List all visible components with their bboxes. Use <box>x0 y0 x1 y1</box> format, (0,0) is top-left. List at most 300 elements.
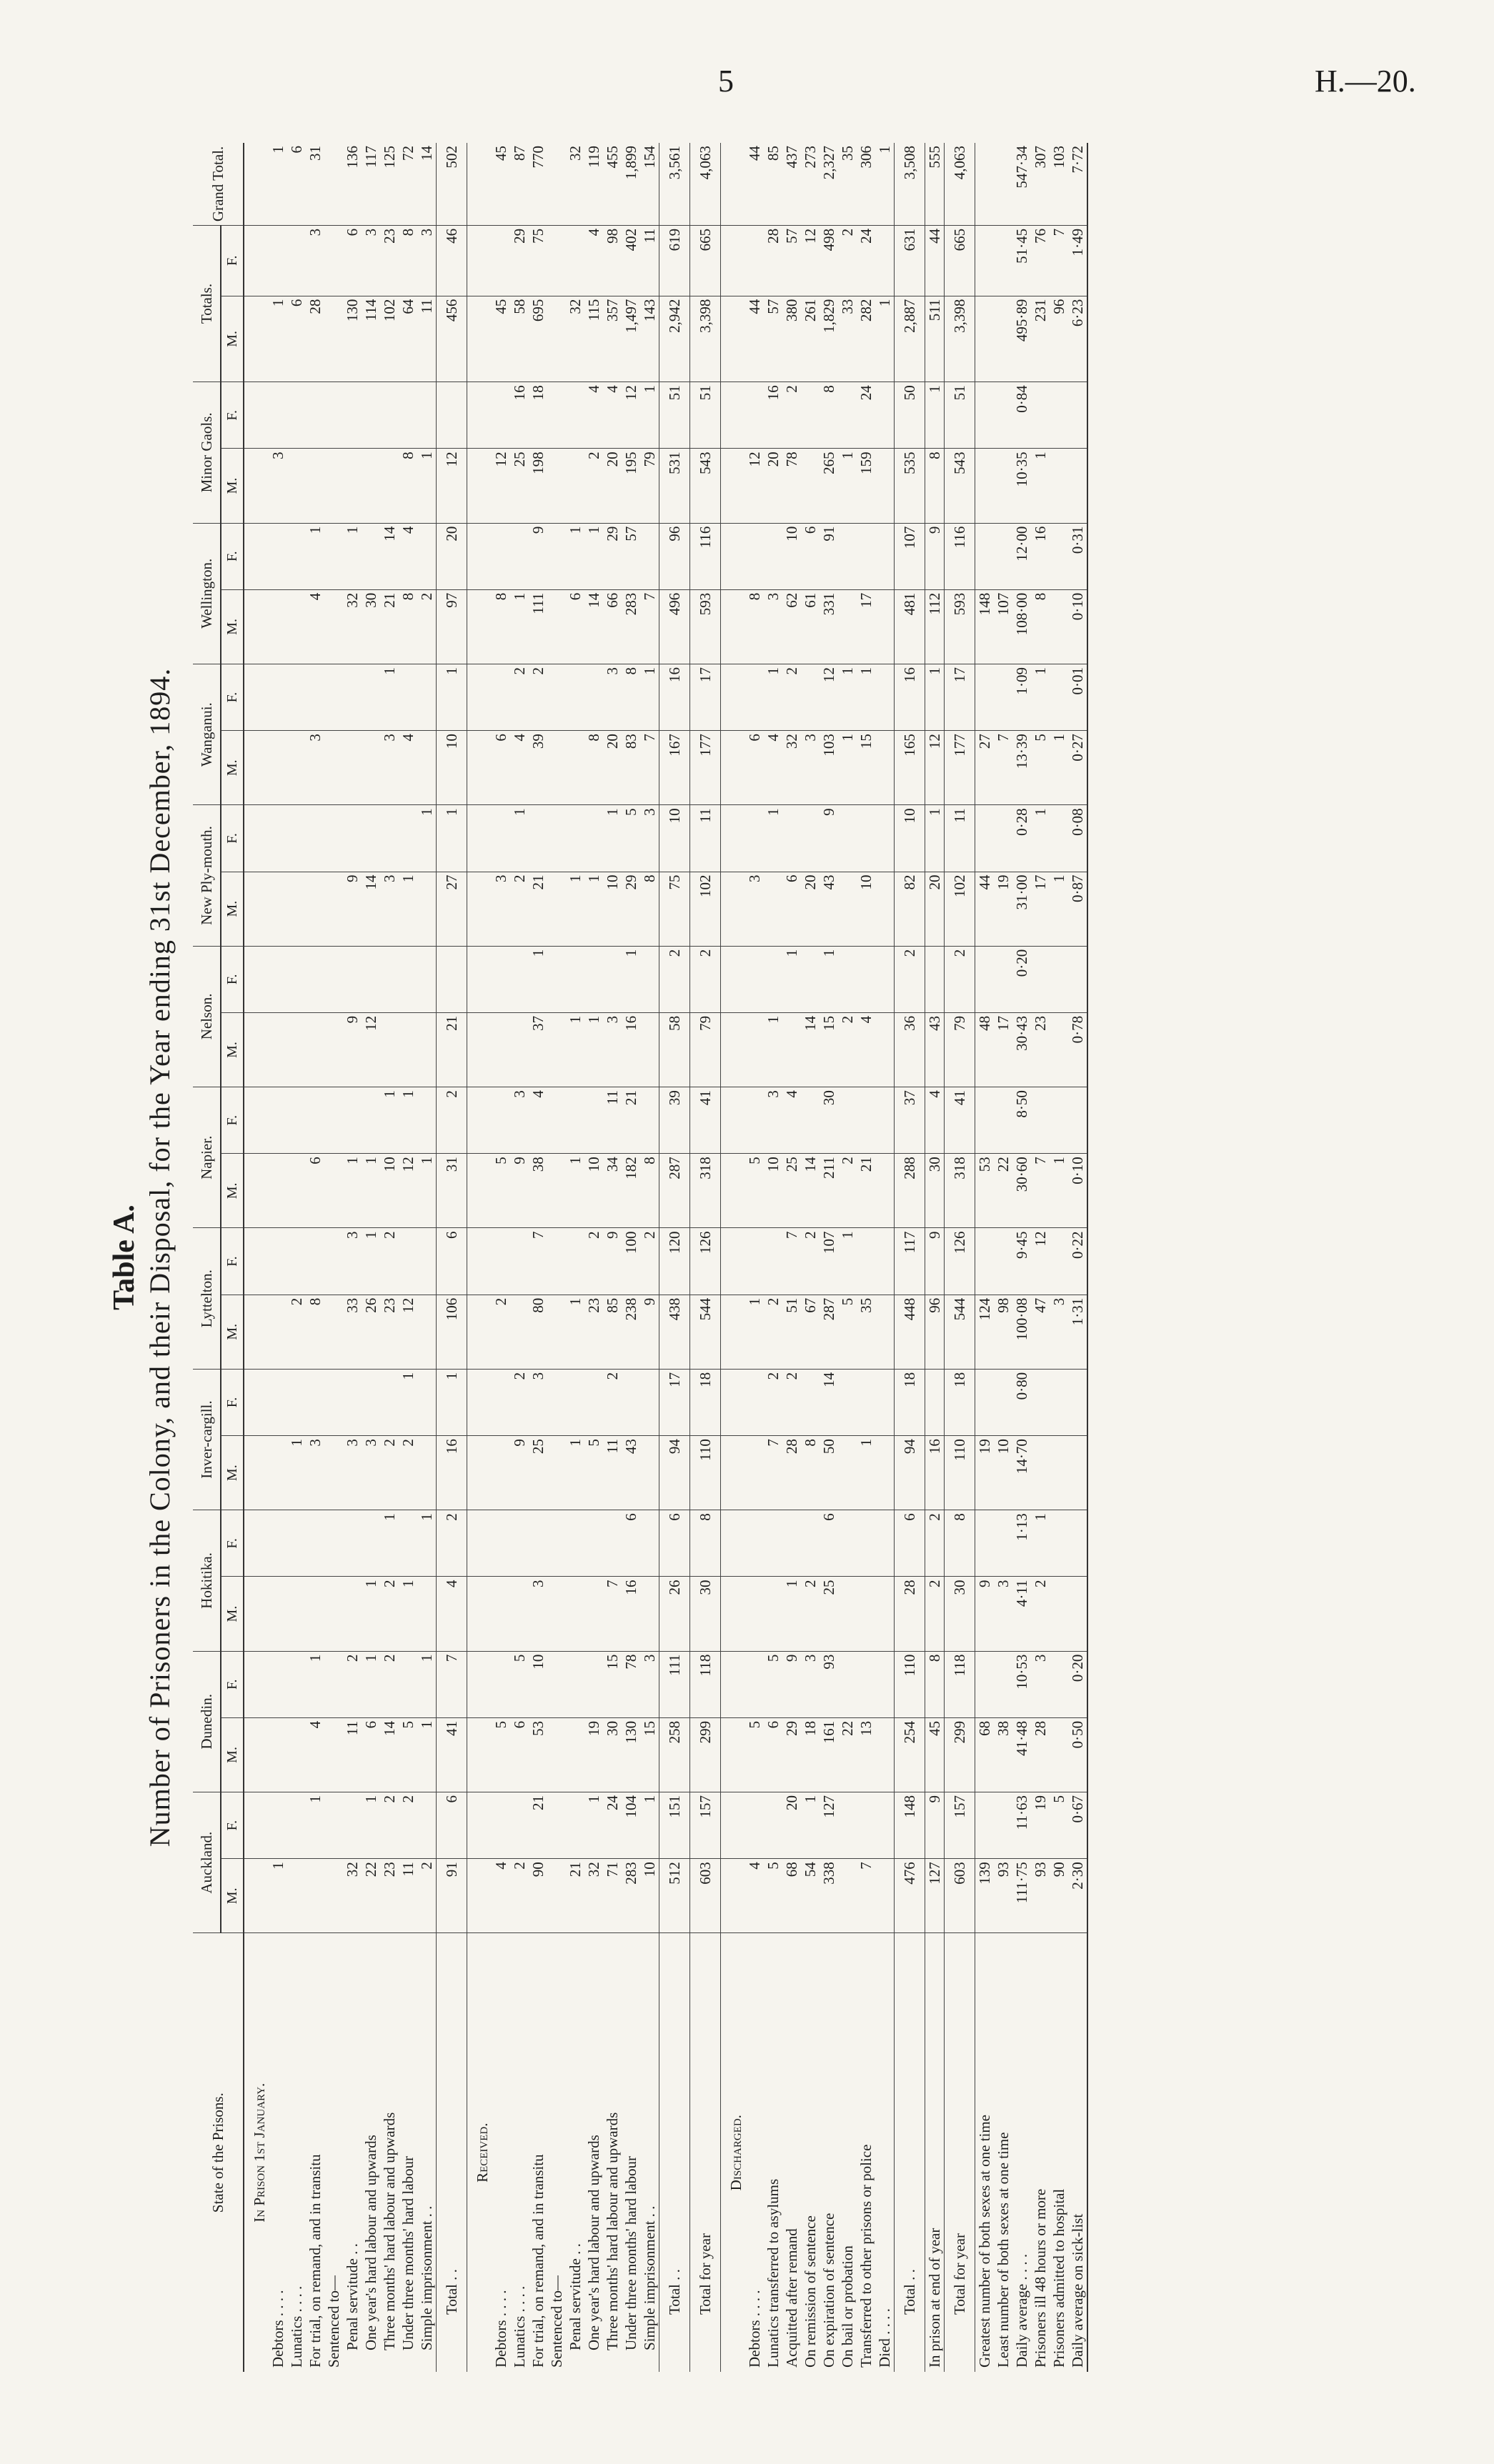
table-cell: 1 <box>510 589 529 664</box>
table-cell <box>343 1087 362 1154</box>
table-cell <box>343 664 362 730</box>
table-cell <box>492 1436 510 1510</box>
table-cell: 2 <box>437 1510 467 1577</box>
table-cell <box>547 1510 566 1577</box>
table-cell: 18 <box>690 1369 721 1435</box>
table-cell <box>467 523 492 589</box>
table-cell <box>875 872 895 946</box>
table-cell <box>343 1792 362 1859</box>
table-cell: 4 <box>437 1577 467 1651</box>
table-cell: 19 <box>1031 1792 1050 1859</box>
table-cell <box>584 1369 603 1435</box>
table-cell <box>745 946 764 1012</box>
table-cell: 24 <box>857 382 875 449</box>
table-cell: 32 <box>343 589 362 664</box>
table-cell <box>875 1228 895 1295</box>
header-male: M. <box>221 731 244 805</box>
table-cell <box>838 872 857 946</box>
table-cell <box>1031 382 1050 449</box>
table-cell: 7 <box>640 589 659 664</box>
table-cell: 3 <box>764 589 782 664</box>
table-cell: 7 <box>640 731 659 805</box>
table-cell: 157 <box>690 1792 721 1859</box>
table-cell <box>875 1859 895 1933</box>
table-cell: 7 <box>994 731 1012 805</box>
table-cell: 331 <box>820 589 838 664</box>
table-cell: 543 <box>690 449 721 523</box>
table-cell: 4 <box>745 1859 764 1933</box>
table-cell <box>721 946 746 1012</box>
table-cell <box>584 1577 603 1651</box>
table-cell <box>975 1792 995 1859</box>
table-cell <box>584 805 603 872</box>
table-cell <box>547 1717 566 1792</box>
header-female: F. <box>221 382 244 449</box>
table-cell <box>417 1792 437 1859</box>
table-cell <box>380 1012 399 1087</box>
table-row <box>764 143 782 2372</box>
table-cell: 198 <box>529 449 547 523</box>
table-cell <box>838 382 857 449</box>
table-cell: 36 <box>895 1012 925 1087</box>
table-cell: 29 <box>603 523 622 589</box>
table-cell <box>492 664 510 730</box>
table-cell <box>510 523 529 589</box>
table-cell: 9 <box>820 805 838 872</box>
table-cell: 1 <box>362 1577 380 1651</box>
table-cell <box>584 1510 603 1577</box>
table-cell <box>745 1577 764 1651</box>
table-cell: 53 <box>529 1717 547 1792</box>
table-cell: 30 <box>603 1717 622 1792</box>
table-cell: 1 <box>1050 731 1068 805</box>
table-cell: 41 <box>437 1717 467 1792</box>
table-cell <box>492 1577 510 1651</box>
table-cell: 32 <box>584 1859 603 1933</box>
table-cell <box>244 1369 269 1435</box>
table-cell <box>244 1087 269 1154</box>
table-cell: 16 <box>437 1436 467 1510</box>
table-cell: 41 <box>690 1087 721 1154</box>
table-cell <box>362 664 380 730</box>
table-cell: 261 <box>801 296 820 382</box>
table-cell: 111 <box>659 1651 690 1717</box>
table-cell: 104 <box>622 1792 640 1859</box>
table-cell: 2 <box>510 872 529 946</box>
table-cell <box>380 382 399 449</box>
table-cell <box>306 1369 324 1435</box>
table-cell: 6 <box>437 1792 467 1859</box>
table-cell <box>782 805 801 872</box>
header-prison: Inver-cargill. <box>193 1369 221 1510</box>
table-cell: 2 <box>380 1577 399 1651</box>
table-row <box>510 143 529 2372</box>
row-label: Total . . <box>437 1933 467 2372</box>
table-cell: 1·13 <box>1012 1510 1031 1577</box>
table-cell: 10 <box>994 1436 1012 1510</box>
table-row <box>745 143 764 2372</box>
table-cell <box>1050 805 1068 872</box>
table-row <box>566 143 584 2372</box>
table-cell <box>269 731 287 805</box>
table-cell: 8 <box>925 449 945 523</box>
table-cell <box>244 589 269 664</box>
table-cell: 2 <box>925 1510 945 1577</box>
table-cell: 1 <box>801 1792 820 1859</box>
table-cell: 136 <box>343 143 362 225</box>
table-cell: 35 <box>838 143 857 225</box>
table-cell: 2 <box>838 1012 857 1087</box>
table-cell <box>838 1369 857 1435</box>
table-cell <box>994 805 1012 872</box>
header-prison: Nelson. <box>193 946 221 1087</box>
table-cell: 12 <box>925 731 945 805</box>
header-male: M. <box>221 449 244 523</box>
table-cell: 7 <box>764 1436 782 1510</box>
table-cell <box>244 1651 269 1717</box>
table-cell: 6 <box>362 1717 380 1792</box>
table-cell <box>975 946 995 1012</box>
table-cell: 1 <box>584 1792 603 1859</box>
table-cell: 48 <box>975 1012 995 1087</box>
table-cell: 299 <box>945 1717 975 1792</box>
table-cell <box>492 1087 510 1154</box>
table-cell: 38 <box>529 1154 547 1228</box>
table-cell <box>838 805 857 872</box>
table-cell: 14 <box>801 1154 820 1228</box>
table-cell: 57 <box>622 523 640 589</box>
table-cell: 1 <box>925 664 945 730</box>
table-cell: 0·27 <box>1068 731 1087 805</box>
table-cell: 4,063 <box>945 143 975 225</box>
table-cell: 14 <box>820 1369 838 1435</box>
table-row <box>640 143 659 2372</box>
table-cell: 110 <box>895 1651 925 1717</box>
table-cell <box>244 946 269 1012</box>
table-cell <box>875 664 895 730</box>
header-female: F. <box>221 1651 244 1717</box>
table-cell <box>975 664 995 730</box>
table-cell: 94 <box>659 1436 690 1510</box>
table-cell <box>801 1087 820 1154</box>
table-cell: 30 <box>690 1577 721 1651</box>
table-cell: 24 <box>857 225 875 296</box>
table-cell: 167 <box>659 731 690 805</box>
table-cell <box>467 1369 492 1435</box>
table-cell <box>244 1228 269 1295</box>
table-cell <box>745 1792 764 1859</box>
table-cell: 6 <box>801 523 820 589</box>
table-cell: 2,942 <box>659 296 690 382</box>
table-cell: 120 <box>659 1228 690 1295</box>
table-cell <box>721 872 746 946</box>
table-cell: 1 <box>417 1510 437 1577</box>
table-row <box>1068 143 1087 2372</box>
table-cell: 258 <box>659 1717 690 1792</box>
table-cell <box>380 946 399 1012</box>
table-cell <box>857 1228 875 1295</box>
table-cell: 5 <box>838 1295 857 1369</box>
table-cell <box>380 1369 399 1435</box>
table-cell: 11 <box>945 805 975 872</box>
table-cell: 2 <box>945 946 975 1012</box>
table-row <box>975 143 995 2372</box>
table-cell: 30 <box>925 1154 945 1228</box>
table-cell <box>875 1792 895 1859</box>
table-cell <box>994 1087 1012 1154</box>
table-cell: 2 <box>510 1369 529 1435</box>
table-cell <box>1050 946 1068 1012</box>
table-cell <box>1050 1228 1068 1295</box>
table-cell: 1 <box>362 1651 380 1717</box>
header-male: M. <box>221 1012 244 1087</box>
table-cell: 7 <box>603 1577 622 1651</box>
table-cell: 115 <box>584 296 603 382</box>
table-cell: 100 <box>622 1228 640 1295</box>
table-cell <box>510 1228 529 1295</box>
table-cell <box>566 731 584 805</box>
header-male: M. <box>221 1859 244 1933</box>
table-cell <box>925 1369 945 1435</box>
table-cell: 1 <box>1031 449 1050 523</box>
table-cell: 116 <box>690 523 721 589</box>
table-cell: 2 <box>399 1792 417 1859</box>
table-cell: 3 <box>640 805 659 872</box>
table-cell <box>244 225 269 296</box>
row-label: Lunatics . . . . <box>288 2285 305 2368</box>
table-cell <box>1050 1087 1068 1154</box>
section-heading-row <box>244 143 269 2372</box>
table-cell: 0·08 <box>1068 805 1087 872</box>
table-cell <box>287 1859 306 1933</box>
table-cell: 126 <box>690 1228 721 1295</box>
table-cell: 5 <box>764 1651 782 1717</box>
table-cell: 8 <box>584 731 603 805</box>
table-row <box>362 143 380 2372</box>
table-cell <box>721 1510 746 1577</box>
table-cell <box>801 1510 820 1577</box>
table-cell: 103 <box>820 731 838 805</box>
table-cell: 2 <box>764 1369 782 1435</box>
table-cell <box>287 449 306 523</box>
table-row <box>287 143 306 2372</box>
table-cell: 10 <box>659 805 690 872</box>
table-cell: 21 <box>437 1012 467 1087</box>
table-cell <box>1068 1510 1087 1577</box>
table-row <box>603 143 622 2372</box>
table-cell <box>467 731 492 805</box>
table-cell: 2 <box>690 946 721 1012</box>
table-cell: 12 <box>399 1295 417 1369</box>
table-cell: 14 <box>362 872 380 946</box>
table-cell: 11 <box>603 1436 622 1510</box>
table-cell: 32 <box>566 143 584 225</box>
table-cell: 57 <box>782 225 801 296</box>
table-cell: 11 <box>640 225 659 296</box>
table-cell <box>1068 1577 1087 1651</box>
table-cell <box>838 1510 857 1577</box>
table-cell <box>287 872 306 946</box>
header-male: M. <box>221 1154 244 1228</box>
table-cell: 4·11 <box>1012 1577 1031 1651</box>
table-cell <box>745 1510 764 1577</box>
table-cell <box>566 1510 584 1577</box>
table-cell <box>244 1436 269 1510</box>
table-cell: 318 <box>945 1154 975 1228</box>
row-label: Under three months' hard labour <box>399 2155 417 2350</box>
table-cell: 30 <box>820 1087 838 1154</box>
table-cell <box>875 1510 895 1577</box>
table-cell: 231 <box>1031 296 1050 382</box>
table-cell <box>857 1510 875 1577</box>
table-cell: 50 <box>895 382 925 449</box>
row-label: Penal servitude . . <box>344 2243 361 2350</box>
table-cell <box>510 1577 529 1651</box>
header-prison: New Ply-mouth. <box>193 805 221 946</box>
table-cell <box>287 731 306 805</box>
table-cell: 402 <box>622 225 640 296</box>
table-cell: 631 <box>895 225 925 296</box>
table-cell: 4,063 <box>690 143 721 225</box>
table-cell <box>287 1577 306 1651</box>
table-cell: 98 <box>994 1295 1012 1369</box>
table-cell <box>801 946 820 1012</box>
table-cell: 68 <box>975 1717 995 1792</box>
table-cell: 1 <box>380 1510 399 1577</box>
table-cell <box>492 1792 510 1859</box>
table-cell: 4 <box>306 1717 324 1792</box>
table-cell: 96 <box>925 1295 945 1369</box>
table-cell: 5 <box>492 1717 510 1792</box>
table-cell <box>417 1369 437 1435</box>
table-cell <box>764 523 782 589</box>
table-cell <box>269 523 287 589</box>
table-cell <box>994 1792 1012 1859</box>
table-cell <box>287 523 306 589</box>
table-cell: 102 <box>380 296 399 382</box>
table-cell: 1 <box>640 664 659 730</box>
table-cell: 6 <box>343 225 362 296</box>
row-label: Sentenced to— <box>325 2275 342 2368</box>
row-label: Total . . <box>659 1933 690 2372</box>
table-cell: 43 <box>820 872 838 946</box>
table-cell <box>547 1369 566 1435</box>
table-cell: 8 <box>492 589 510 664</box>
table-cell: 130 <box>622 1717 640 1792</box>
table-cell <box>838 1792 857 1859</box>
table-cell <box>1068 382 1087 449</box>
table-cell <box>994 664 1012 730</box>
table-cell <box>343 1510 362 1577</box>
table-cell: 2 <box>437 1087 467 1154</box>
row-label: Debtors . . . . <box>492 2290 509 2368</box>
table-cell <box>603 1510 622 1577</box>
table-cell: 10 <box>584 1154 603 1228</box>
table-cell: 21 <box>622 1087 640 1154</box>
table-cell: 3 <box>510 1087 529 1154</box>
row-label: For trial, on remand, and in transitu <box>307 2154 324 2368</box>
table-cell: 8 <box>640 872 659 946</box>
table-cell: 254 <box>895 1717 925 1792</box>
table-cell: 512 <box>659 1859 690 1933</box>
table-cell: 456 <box>437 296 467 382</box>
table-cell <box>492 523 510 589</box>
table-cell: 46 <box>437 225 467 296</box>
table-cell <box>721 523 746 589</box>
table-cell: 282 <box>857 296 875 382</box>
table-cell <box>721 1859 746 1933</box>
table-cell: 16 <box>622 1012 640 1087</box>
table-cell <box>417 382 437 449</box>
table-cell: 0·78 <box>1068 1012 1087 1087</box>
table-cell <box>721 1717 746 1792</box>
table-cell <box>1050 1436 1068 1510</box>
table-cell <box>324 731 343 805</box>
table-cell <box>362 382 380 449</box>
table-cell <box>467 1792 492 1859</box>
table-cell <box>547 1228 566 1295</box>
table-cell <box>362 449 380 523</box>
table-cell: 5 <box>399 1717 417 1792</box>
table-cell: 53 <box>975 1154 995 1228</box>
table-cell <box>244 296 269 382</box>
table-cell <box>324 1510 343 1577</box>
table-cell <box>875 1087 895 1154</box>
table-cell: 71 <box>603 1859 622 1933</box>
table-cell <box>244 1577 269 1651</box>
table-cell: 31·00 <box>1012 872 1031 946</box>
section-heading-row <box>721 143 746 2372</box>
table-cell: 16 <box>510 382 529 449</box>
table-cell <box>994 523 1012 589</box>
table-cell: 25 <box>529 1436 547 1510</box>
table-cell: 17 <box>945 664 975 730</box>
table-cell <box>1050 1510 1068 1577</box>
table-cell: 1 <box>857 1436 875 1510</box>
table-cell: 12 <box>820 664 838 730</box>
header-grand-total: Grand Total. <box>193 143 244 225</box>
table-cell: 14 <box>801 1012 820 1087</box>
table-cell <box>838 1651 857 1717</box>
table-cell <box>547 1295 566 1369</box>
table-cell: 8 <box>399 589 417 664</box>
table-cell <box>566 1087 584 1154</box>
table-cell <box>492 946 510 1012</box>
table-cell <box>721 1369 746 1435</box>
table-cell <box>721 1577 746 1651</box>
header-female: F. <box>221 1087 244 1154</box>
row-label: Total for year <box>945 1933 975 2372</box>
table-cell <box>287 1012 306 1087</box>
table-cell: 1 <box>399 1087 417 1154</box>
table-cell: 195 <box>622 449 640 523</box>
table-cell <box>745 1087 764 1154</box>
table-cell <box>269 1154 287 1228</box>
table-cell <box>343 946 362 1012</box>
table-cell <box>721 1792 746 1859</box>
table-cell: 96 <box>1050 296 1068 382</box>
table-cell: 85 <box>603 1295 622 1369</box>
table-cell <box>467 1436 492 1510</box>
table-cell: 6 <box>306 1154 324 1228</box>
table-row <box>1012 143 1031 2372</box>
table-cell: 45 <box>492 143 510 225</box>
table-cell: 30 <box>945 1577 975 1651</box>
table-cell <box>244 1792 269 1859</box>
table-cell: 116 <box>945 523 975 589</box>
table-cell: 26 <box>362 1295 380 1369</box>
table-cell <box>343 1577 362 1651</box>
